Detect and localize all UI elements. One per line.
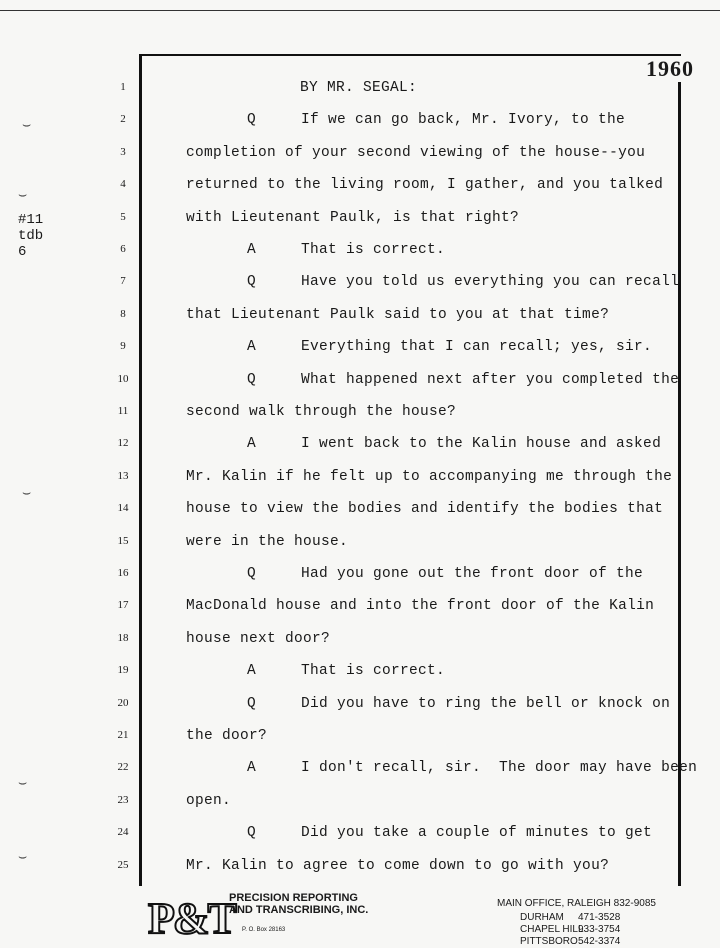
branch-office (520, 912, 620, 924)
transcript-line: A That is correct. (247, 242, 446, 258)
footer (0, 890, 720, 947)
margin-mark: ⌣ (18, 776, 28, 792)
firm-name-line: PRECISION REPORTING (229, 892, 358, 904)
line-number: 21 (117, 729, 129, 741)
line-number: 7 (120, 275, 126, 288)
line-number: 17 (117, 599, 129, 612)
po-box: P. O. Box 28163 (242, 927, 286, 933)
transcript-line: Q What happened next after you completed the (247, 371, 680, 388)
transcript-line: Q Did you have to ring the bell or knock on (247, 695, 671, 712)
line-number: 25 (117, 858, 129, 871)
transcript-line: A I went back to the Kalin house and asked (247, 436, 662, 453)
line-number: 6 (120, 243, 126, 255)
line-number: 18 (117, 631, 129, 644)
margin-note: tdb (18, 228, 44, 244)
line-number: 9 (120, 340, 126, 353)
line-number: 23 (117, 793, 129, 806)
transcript-line: MacDonald house and into the front door of the Kalin (186, 598, 655, 615)
firm-name-line: AND TRANSCRIBING, INC. (229, 904, 369, 916)
top-rule (0, 10, 720, 11)
line-number: 24 (117, 826, 129, 839)
branch-office (520, 924, 620, 936)
line-number: 10 (117, 372, 129, 385)
line-number: 19 (117, 664, 129, 677)
line-number: 12 (117, 437, 129, 450)
margin-mark: ⌣ (18, 850, 28, 866)
line-number: 22 (117, 761, 129, 774)
main-office: MAIN OFFICE, RALEIGH 832-9085 (497, 898, 656, 909)
transcript-line: Mr. Kalin if he felt up to accompanying me through the (186, 468, 673, 485)
margin-mark: ⌣ (22, 486, 32, 502)
transcript-line: returned to the living room, I gather, and you talked (186, 177, 664, 194)
line-number: 2 (120, 113, 126, 126)
transcript-line: Q Did you take a couple of minutes to get (247, 825, 653, 842)
transcript-line: second walk through the house? (186, 404, 457, 420)
transcript-line: Q Have you told us everything you can recall (247, 274, 680, 291)
transcript-line: the door? (186, 728, 268, 744)
branch-office (520, 936, 620, 948)
transcript-line: A Everything that I can recall; yes, sir. (247, 339, 653, 356)
transcript-line: house to view the bodies and identify the bodies that (186, 501, 664, 518)
transcript-line: open. (186, 792, 232, 809)
margin-mark: ⌣ (18, 188, 28, 204)
line-number: 3 (120, 145, 126, 158)
margin-mark: ⌣ (22, 118, 32, 134)
line-number: 1 (120, 81, 126, 93)
line-number: 13 (117, 469, 129, 482)
transcript-line: were in the house. (186, 533, 349, 550)
line-number: 16 (117, 567, 129, 579)
transcript-line: that Lieutenant Paulk said to you at that time? (186, 306, 610, 323)
transcript-line: Mr. Kalin to agree to come down to go with you? (186, 857, 610, 874)
firm-name (229, 892, 368, 916)
branch-city: CHAPEL HILL (520, 924, 584, 935)
line-number: 20 (117, 696, 129, 709)
transcript-line: Q Had you gone out the front door of the (247, 566, 644, 582)
transcript-line: with Lieutenant Paulk, is that right? (186, 209, 520, 226)
line-number: 15 (117, 534, 129, 547)
line-number: 8 (120, 307, 126, 320)
transcript-line: house next door? (186, 630, 331, 647)
branch-phone: 933-3754 (578, 924, 621, 935)
line-number: 5 (120, 210, 126, 223)
page-number: 1960 (646, 56, 694, 81)
branch-city: PITTSBORO (520, 936, 578, 947)
line-number: 4 (120, 178, 126, 191)
transcript-line: completion of your second viewing of the house--you (186, 144, 646, 161)
margin-notes (18, 212, 43, 260)
margin-note: 6 (18, 244, 27, 260)
branch-city: DURHAM (520, 912, 564, 923)
line-number: 14 (117, 502, 129, 515)
transcript-line: Q If we can go back, Mr. Ivory, to the (247, 112, 626, 129)
company-logo: P&T (148, 894, 235, 943)
transcript-line: A I don't recall, sir. The door may have been (247, 760, 698, 777)
line-number: 11 (117, 405, 129, 417)
transcript-line: A That is correct. (247, 663, 446, 680)
transcript-line: BY MR. SEGAL: (300, 80, 418, 96)
branch-phone: 471-3528 (578, 912, 621, 923)
margin-note: #11 (18, 212, 44, 228)
branch-phone: 542-3374 (578, 936, 621, 947)
